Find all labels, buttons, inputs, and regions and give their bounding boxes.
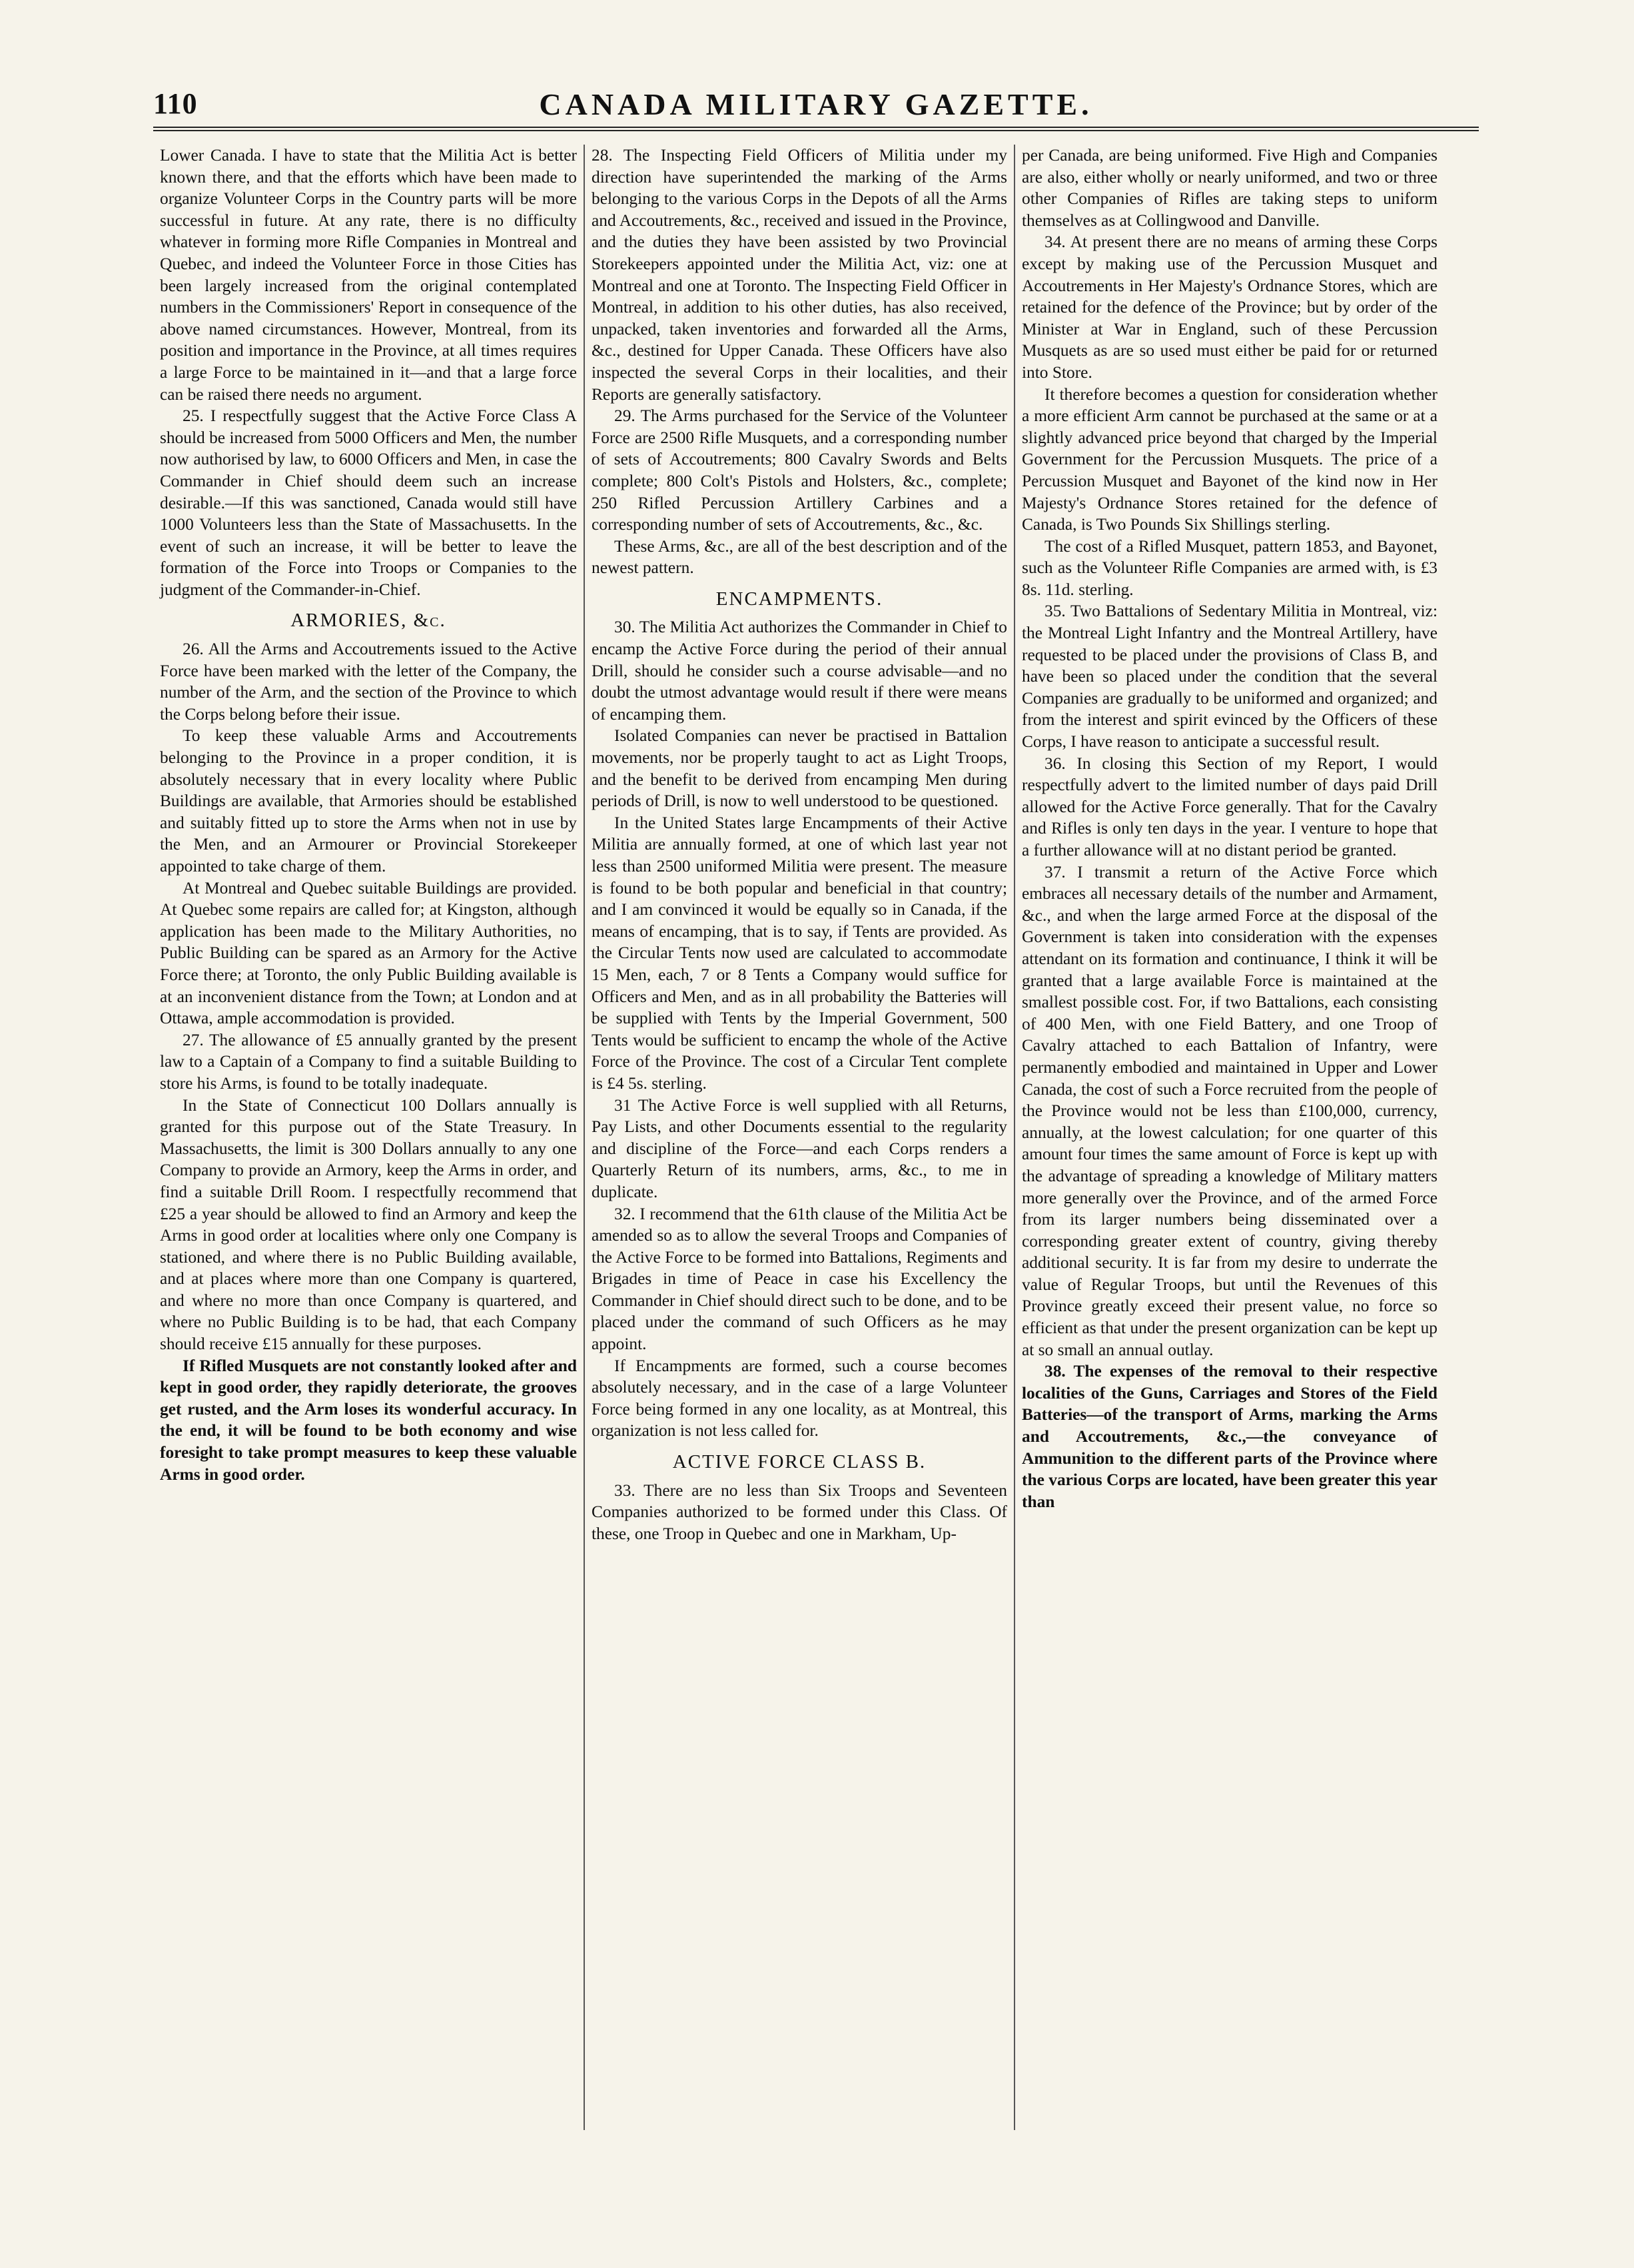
paragraph: It therefore becomes a question for consideration whether a more efficient Arm cannot be purchased at the same or at a slightly advanced price beyond that charged by the Imperial Government for the Percussion Musquets. The price of a Percussion Musquet and Bayonet of the kind now in Her Majesty's Ordnance Stores retained for the defence of Canada, is Two Pounds Six Shillings sterling.: [1022, 384, 1437, 534]
section-heading: ACTIVE FORCE CLASS B.: [672, 1451, 927, 1473]
paragraph: 38. The expenses of the removal to their respective localities of the Guns, Carriages and Stores of the Field Batteries—of the transport of Arms, marking the Arms and Accoutrements, &c.,—the conveyance of Ammunition to the different parts of the Province where the various Corps are located, have been greater this year than: [1022, 1362, 1437, 1511]
paragraph: If Encampments are formed, such a course becomes absolutely necessary, and in the case of a large Volunteer Force being formed in any one locality, as at Montreal, this organization is not less called for.: [592, 1356, 1007, 1440]
section-heading: ARMORIES, &c.: [290, 610, 446, 632]
document-page: [153, 87, 1479, 2139]
paragraph: Isolated Companies can never be practised in Battalion movements, nor be properly taught to act as Light Troops, and the benefit to be derived from encamping Men during periods of Drill, is now to well understood to be questioned.: [592, 726, 1007, 811]
paragraph: 31 The Active Force is well supplied with all Returns, Pay Lists, and other Documents essential to the regularity and discipline of the Force—and each Corps renders a Quarterly Return of its numbers, arms, &c., to me in duplicate.: [592, 1095, 1007, 1201]
paragraph: 29. The Arms purchased for the Service of the Volunteer Force are 2500 Rifle Musquets, and a corresponding number of sets of Accoutrements; 800 Cavalry Swords and Belts complete; 800 Colt's Pistols and Holsters, &c., complete; 250 Rifled Percussion Artillery Carbines and a corresponding number of sets of Accoutrements, &c., &c.: [592, 406, 1007, 534]
running-head: CANADA MILITARY GAZETTE.: [539, 87, 1093, 121]
column-middle: [584, 145, 1014, 2130]
paragraph: 35. Two Battalions of Sedentary Militia in Montreal, viz: the Montreal Light Infantry and the Montreal Artillery, have requested to be placed under the provisions of Class B, and have been so placed under the condition that the several Companies are gradually to be uniformed and organized; and from the interest and spirit evinced by the Officers of these Corps, I have reason to anticipate a successful result.: [1022, 602, 1437, 752]
column-left: [153, 145, 584, 2130]
paragraph: per Canada, are being uniformed. Five High and Companies are also, either wholly or nearly uniformed, and two or three other Companies of Rifles are taking steps to uniform themselves as at Collingwood and Danville.: [1022, 146, 1437, 230]
paragraph: In the United States large Encampments of their Active Militia are annually formed, at one of which last year not less than 2500 uniformed Militia were present. The measure is found to be both popular and beneficial in that country; and I am convinced it would be equally so in Canada, if the means of encamping, that is to say, if Tents are provided. As the Circular Tents now used are calculated to accommodate 15 Men, each, 7 or 8 Tents a Company would suffice for Officers and Men, and as in all probability the Batteries will be supplied with Tents by the Imperial Government, 500 Tents would be sufficient to encamp the whole of the Active Force of the Province. The cost of a Circular Tent complete is £4 5s. sterling.: [592, 813, 1007, 1093]
paragraph: 33. There are no less than Six Troops and Seventeen Companies authorized to be formed under this Class. Of these, one Troop in Quebec and one in Markham, Up-: [592, 1480, 1007, 1543]
paragraph: In the State of Connecticut 100 Dollars annually is granted for this purpose out of the State Treasury. In Massachusetts, the limit is 300 Dollars annually to any one Company to provide an Armory, keep the Arms in order, and find a suitable Drill Room. I respectfully recommend that £25 a year should be allowed to find an Armory and keep the Arms in good order at localities where only one Company is stationed, and where there is no Public Building available, and at places where more than one Company is quartered, and where no more than once Company is quartered, and where no Public Building is to be had, that each Company should receive £15 annually for these purposes.: [160, 1095, 577, 1354]
paragraph: At Montreal and Quebec suitable Buildings are provided. At Quebec some repairs are called for; at Kingston, although application has been made to the Military Authorities, no Public Building can be spared as an Armory for the Active Force there; at Toronto, the only Public Building available is at an inconvenient distance from the Town; at London and at Ottawa, ample accommodation is provided.: [160, 878, 577, 1028]
text-columns: [153, 145, 1479, 2130]
paragraph: 27. The allowance of £5 annually granted by the present law to a Captain of a Company to find a suitable Building to store his Arms, is found to be totally inadequate.: [160, 1030, 577, 1093]
page-header: [153, 87, 1479, 131]
paragraph: 30. The Militia Act authorizes the Commander in Chief to encamp the Active Force during the period of their annual Drill, should he consider such a course advisable—and no doubt the utmost advantage would result if there were means of encamping them.: [592, 618, 1007, 724]
section-heading: ENCAMPMENTS.: [715, 588, 883, 610]
paragraph: If Rifled Musquets are not constantly looked after and kept in good order, they rapidly deteriorate, the grooves get rusted, and the Arm loses its wonderful accuracy. In the end, it will be found to be both economy and wise foresight to take prompt measures to keep these valuable Arms in good order.: [160, 1356, 577, 1484]
paragraph: These Arms, &c., are all of the best description and of the newest pattern.: [592, 536, 1007, 578]
paragraph: 28. The Inspecting Field Officers of Militia under my direction have superintended the marking of the Arms belonging to the various Corps in the Depots of all the Arms and Accoutrements, &c., received and issued in the Province, and the duties they have been assisted by two Provincial Storekeepers appointed under the Militia Act, viz: one at Montreal and one at Toronto. The Inspecting Field Officer in Montreal, in addition to his other duties, has also received, unpacked, taken inventories and forwarded all the Arms, &c., destined for Upper Canada. These Officers have also inspected the several Corps in their localities, and their Reports are generally satisfactory.: [592, 146, 1007, 404]
paragraph: 34. At present there are no means of arming these Corps except by making use of the Percussion Musquet and Accoutrements in Her Majesty's Ordnance Stores, which are retained for the defence of the Province; but by order of the Minister at War in England, such of these Percussion Musquets as are so used must either be paid for or returned into Store.: [1022, 233, 1437, 382]
page-number: 110: [153, 87, 198, 120]
column-right: [1014, 145, 1444, 2130]
paragraph: 25. I respectfully suggest that the Active Force Class A should be increased from 5000 Officers and Men, the number now authorised by law, to 6000 Officers and Men, in case the Commander in Chief should deem such an increase desirable.—If this was sanctioned, Canada would still have 1000 Volunteers less than the State of Massachusetts. In the event of such an increase, it will be better to leave the formation of the Force into Troops or Companies to the judgment of the Commander-in-Chief.: [160, 406, 577, 599]
paragraph: Lower Canada. I have to state that the Militia Act is better known there, and that the efforts which have been made to organize Volunteer Corps in the Country parts will be more successful in future. At any rate, there is no difficulty whatever in forming more Rifle Companies in Montreal and Quebec, and indeed the Volunteer Force in those Cities has been largely increased from the original contemplated numbers in the Commissioners' Report in consequence of the above named circumstances. However, Montreal, from its position and importance in the Province, at all times requires a large Force to be maintained in it—and that a large force can be raised there needs no argument.: [160, 146, 577, 404]
paragraph: 37. I transmit a return of the Active Force which embraces all necessary details of the number and Armament, &c., and when the large armed Force at the disposal of the Government is taken into consideration with the expenses attendant on its formation and continuance, I think it will be granted that a large available Force is maintained at the smallest possible cost. For, if two Battalions, each consisting of 400 Men, with one Field Battery, and one Troop of Cavalry attached to each Battalion of Infantry, were permanently embodied and maintained in Upper and Lower Canada, the cost of such a Force recruited from the people of the Province would not be less than £100,000, currency, annually, at the lowest calculation; for one quarter of this amount four times the same amount of Force is kept up with the advantage of spreading a knowledge of Military matters more generally over the Province, and of the armed Force from its larger numbers being disseminated over a corresponding greater extent of country, giving thereby additional security. It is far from my desire to underrate the value of Regular Troops, but until the Revenues of this Province greatly exceed their present value, no force so efficient as that under the present organization can be kept up at so small an annual outlay.: [1022, 862, 1437, 1359]
paragraph: 32. I recommend that the 61th clause of the Militia Act be amended so as to allow the several Troops and Companies of the Active Force to be formed into Battalions, Regiments and Brigades in time of Peace in case his Excellency the Commander in Chief should direct such to be done, and to be placed under the command of such Officers as he may appoint.: [592, 1204, 1007, 1354]
paragraph: The cost of a Rifled Musquet, pattern 1853, and Bayonet, such as the Volunteer Rifle Companies are armed with, is £3 8s. 11d. sterling.: [1022, 536, 1437, 599]
paragraph: 26. All the Arms and Accoutrements issued to the Active Force have been marked with the letter of the Company, the number of the Arm, and the section of the Province to which the Corps belong before their issue.: [160, 640, 577, 724]
paragraph: To keep these valuable Arms and Accoutrements belonging to the Province in a proper condition, it is absolutely necessary that in every locality where Public Buildings are available, that Armories should be established and suitably fitted up to store the Arms when not in use by the Men, and an Armourer or Provincial Storekeeper appointed to take charge of them.: [160, 726, 577, 875]
paragraph: 36. In closing this Section of my Report, I would respectfully advert to the limited number of days paid Drill allowed for the Active Force generally. That for the Cavalry and Rifles is only ten days in the year. I venture to hope that a further allowance will at no distant period be granted.: [1022, 754, 1437, 859]
